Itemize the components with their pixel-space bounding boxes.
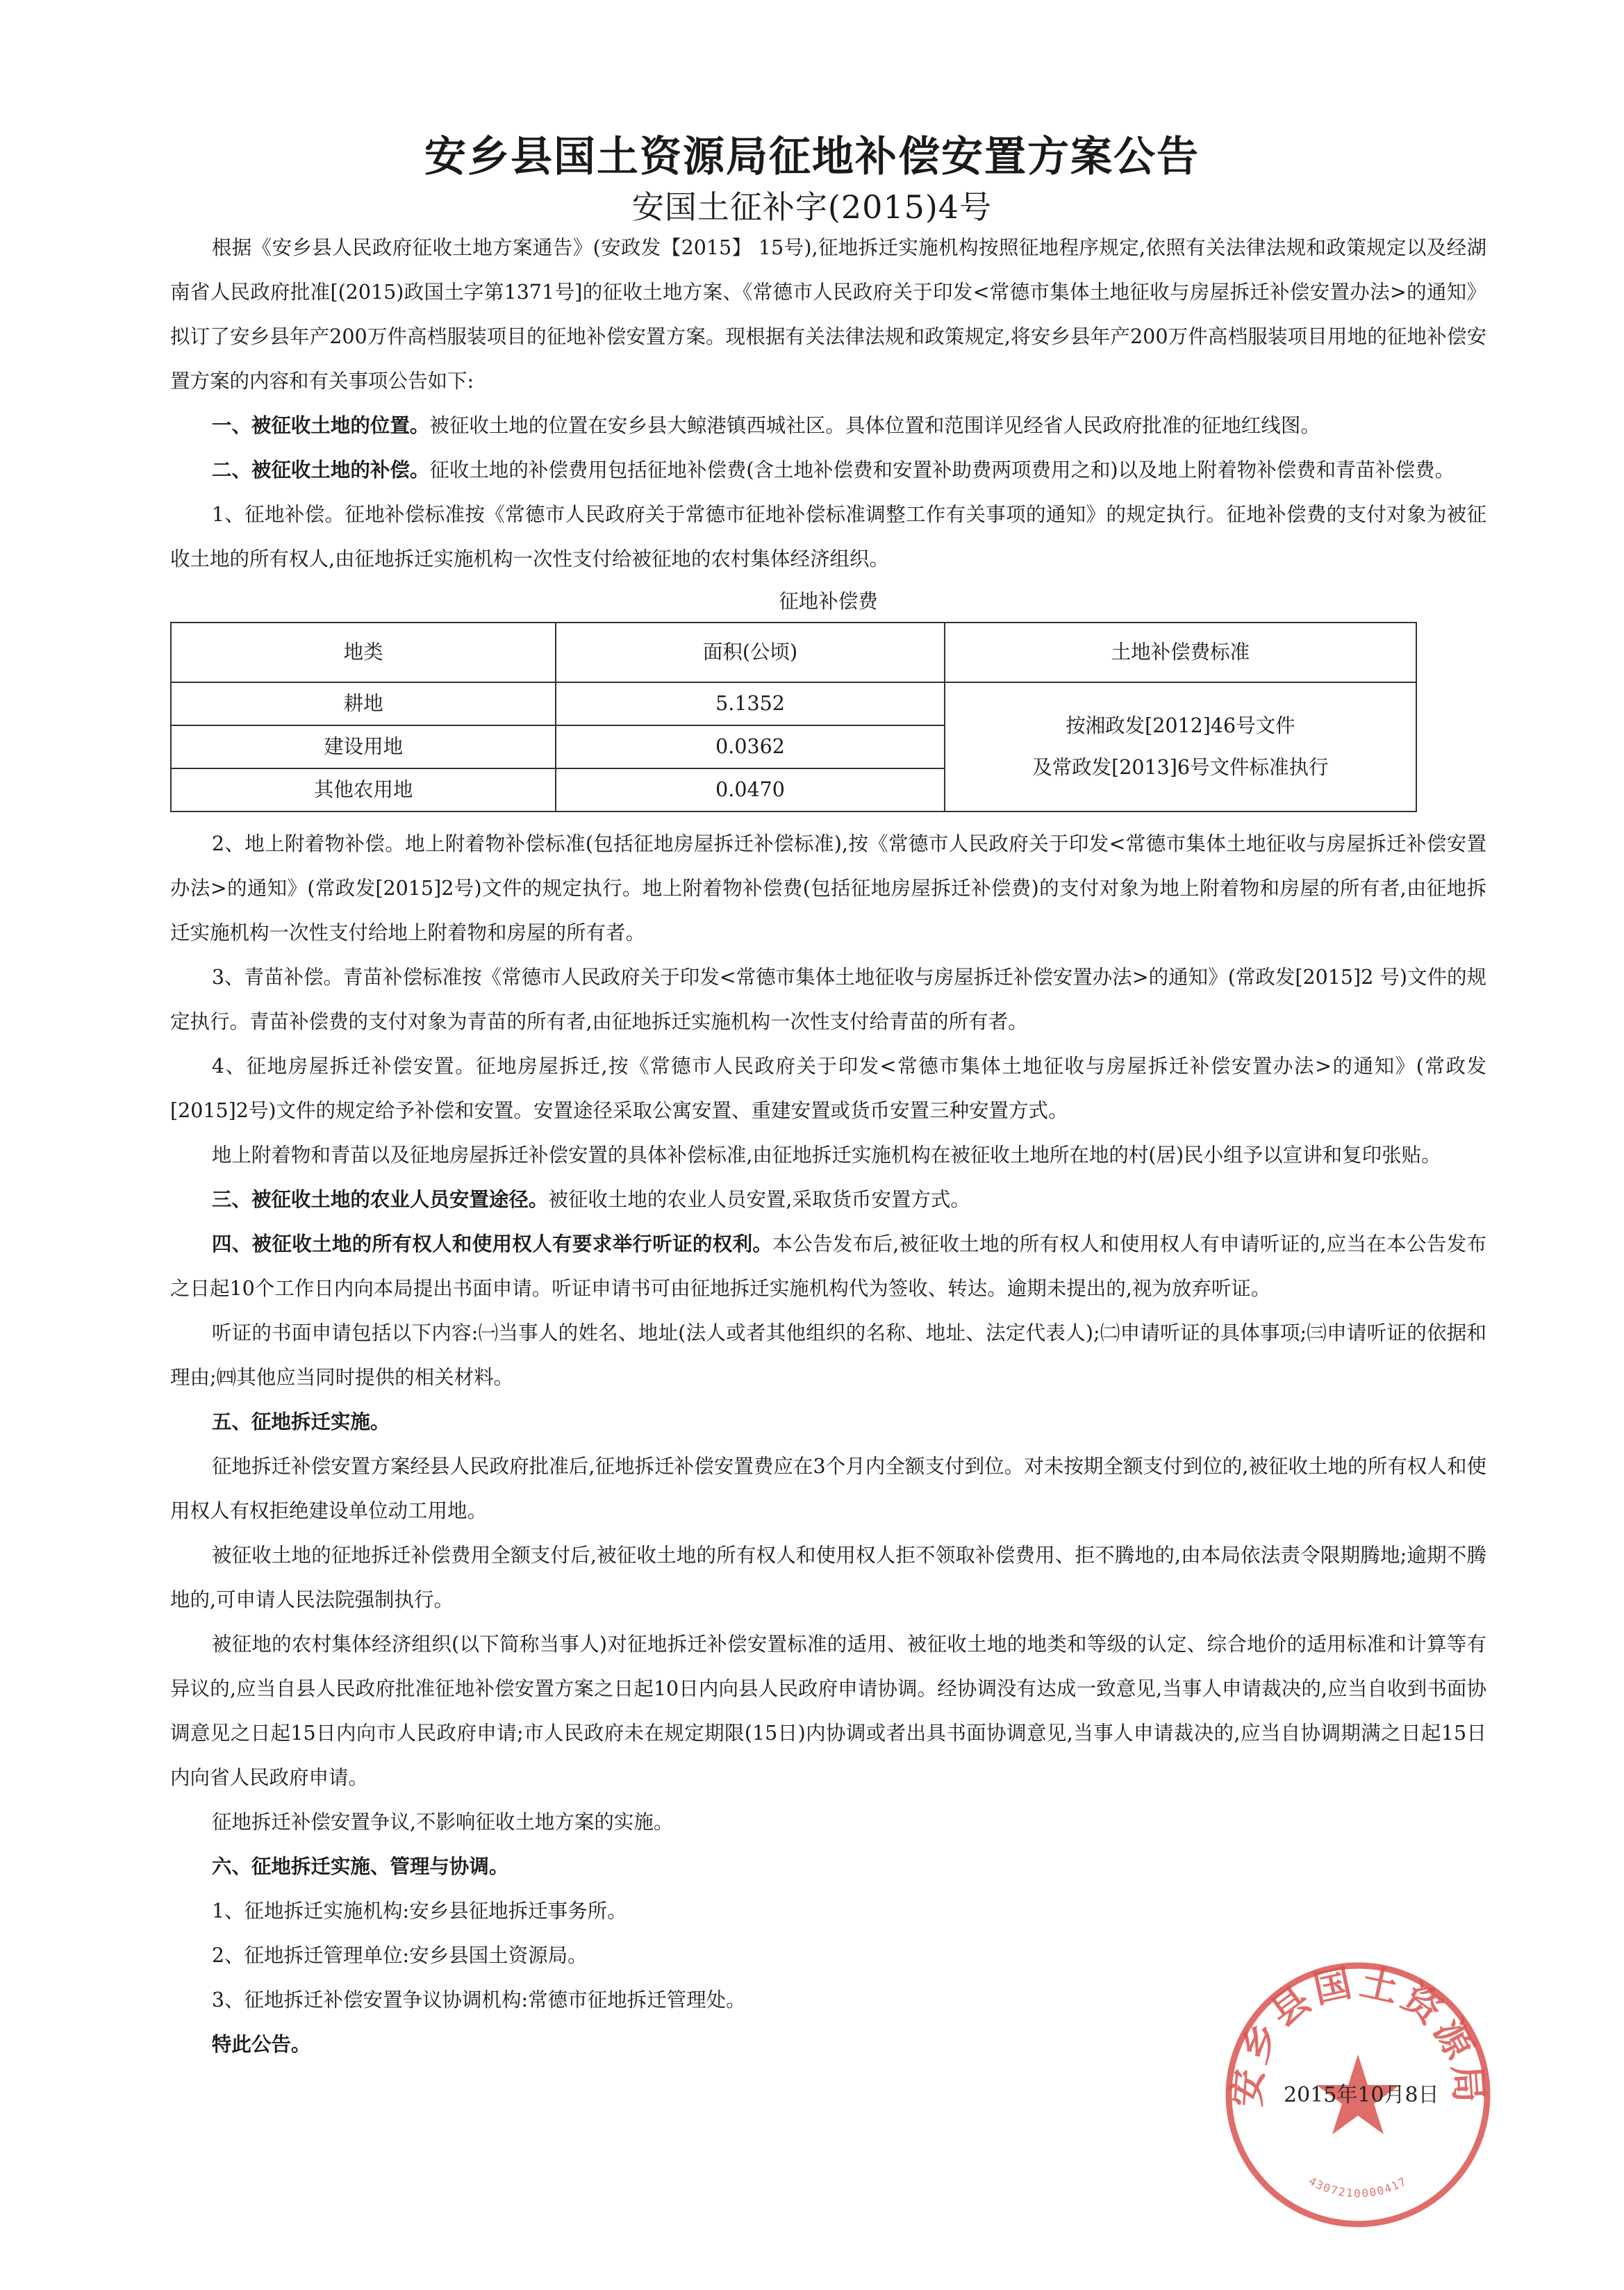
section-4-item-2: 听证的书面申请包括以下内容:㈠当事人的姓名、地址(法人或者其他组织的名称、地址、法定代表人);㈡申请听证的具体事项;㈢申请听证的依据和理由;㈣其他应当同时提供的相关材料。 [170, 1321, 1486, 1389]
cell-land-type: 其他农用地 [171, 768, 556, 812]
section-3 [170, 1178, 1486, 1222]
section-1-text: 被征收土地的位置在安乡县大鲸港镇西城社区。具体位置和范围详见经省人民政府批准的征地红线图。 [429, 414, 1320, 437]
section-3-heading: 三、被征收土地的农业人员安置途径。 [211, 1188, 549, 1211]
seal-text: 安乡县国土资源局 [1225, 1960, 1491, 2109]
standard-line-2: 及常政发[2013]6号文件标准执行 [1032, 756, 1329, 779]
section-5-item-4: 征地拆迁补偿安置争议,不影响征收土地方案的实施。 [211, 1811, 674, 1834]
section-6-item-1: 1、征地拆迁实施机构:安乡县征地拆迁事务所。 [211, 1900, 627, 1922]
cell-area: 0.0362 [556, 725, 944, 768]
section-5-item-3: 被征地的农村集体经济组织(以下简称当事人)对征地拆迁补偿安置标准的适用、被征收土地的地类和等级的认定、综合地价的适用标准和计算等有异议的,应当自县人民政府批准征地补偿安置方案之日起10日内向县人民政府申请协调。经协调没有达成一致意见,当事人申请裁决的,应当自收到书面协调意见之日起15日内向市人民政府申请;市人民政府未在规定期限(15日)内协调或者出具书面协调意见,当事人申请裁决的,应当自协调期满之日起15日内向省人民政府申请。 [170, 1633, 1486, 1789]
section-4 [170, 1222, 1486, 1311]
section-2 [170, 448, 1486, 493]
cell-land-type: 建设用地 [171, 725, 556, 768]
section-2-item-5: 地上附着物和青苗以及征地房屋拆迁补偿安置的具体补偿标准,由征地拆迁实施机构在被征收土地所在地的村(居)民小组予以宣讲和复印张贴。 [211, 1144, 1441, 1167]
section-5-item-1: 征地拆迁补偿安置方案经县人民政府批准后,征地拆迁补偿安置费应在3个月内全额支付到位。对未按期全额支付到位的,被征收土地的所有权人和使用权人有权拒绝建设单位动工用地。 [170, 1455, 1486, 1522]
section-6-heading: 六、征地拆迁实施、管理与协调。 [211, 1855, 509, 1878]
section-5-item-2: 被征收土地的征地拆迁补偿费用全额支付后,被征收土地的所有权人和使用权人拒不领取补偿费用、拒不腾地的,由本局依法责令限期腾地;逾期不腾地的,可申请人民法院强制执行。 [170, 1544, 1486, 1611]
table-caption: 征地补偿费 [779, 590, 878, 613]
section-1-heading: 一、被征收土地的位置。 [211, 414, 430, 437]
section-2-heading: 二、被征收土地的补偿。 [211, 459, 430, 481]
cell-standard [945, 682, 1416, 812]
closing-line: 特此公告。 [211, 2033, 311, 2056]
issue-date: 2015年10月8日 [1284, 2083, 1439, 2107]
document-number: 安国土征补字(2015)4号 [631, 188, 993, 226]
header-land-type: 地类 [171, 623, 556, 682]
table-row [171, 682, 1416, 725]
section-5-heading: 五、征地拆迁实施。 [211, 1410, 390, 1433]
cell-land-type: 耕地 [171, 682, 556, 725]
compensation-table [170, 622, 1417, 812]
cell-area: 0.0470 [556, 768, 944, 812]
standard-line-1: 按湘政发[2012]46号文件 [1066, 714, 1295, 737]
header-standard: 土地补偿费标准 [945, 623, 1416, 682]
section-2-item-4: 4、征地房屋拆迁补偿安置。征地房屋拆迁,按《常德市人民政府关于印发<常德市集体土地征收与房屋拆迁补偿安置办法>的通知》(常政发[2015]2号)文件的规定给予补偿和安置。安置途径采取公寓安置、重建安置或货币安置三种安置方式。 [170, 1055, 1486, 1122]
section-4-text: 本公告发布后,被征收土地的所有权人和使用权人有申请听证的,应当在本公告发布之日起10个工作日内向本局提出书面申请。听证申请书可由征地拆迁实施机构代为签收、转达。逾期未提出的,视为放弃听证。 [170, 1233, 1486, 1300]
section-2-item-1: 1、征地补偿。征地补偿标准按《常德市人民政府关于常德市征地补偿标准调整工作有关事项的通知》的规定执行。征地补偿费的支付对象为被征收土地的所有权人,由征地拆迁实施机构一次性支付给被征地的农村集体经济组织。 [170, 503, 1486, 570]
section-2-text: 征收土地的补偿费用包括征地补偿费(含土地补偿费和安置补助费两项费用之和)以及地上附着物补偿费和青苗补偿费。 [429, 459, 1455, 481]
notice-title: 安乡县国土资源局征地补偿安置方案公告 [424, 133, 1200, 181]
cell-area: 5.1352 [556, 682, 944, 725]
section-1 [170, 404, 1486, 448]
intro-paragraph: 根据《安乡县人民政府征收土地方案通告》(安政发【2015】 15号),征地拆迁实施机构按照征地程序规定,依照有关法律法规和政策规定以及经湖南省人民政府批准[(2015)政国土字第1371号]的征收土地方案、《常德市人民政府关于印发<常德市集体土地征收与房屋拆迁补偿安置办法>的通知》拟订了安乡县年产200万件高档服装项目的征地补偿安置方案。现根据有关法律法规和政策规定,将安乡县年产200万件高档服装项目用地的征地补偿安置方案的内容和有关事项公告如下: [170, 236, 1486, 393]
seal-code: 4307210000417 [1306, 2174, 1410, 2200]
section-4-heading: 四、被征收土地的所有权人和使用权人有要求举行听证的权利。 [211, 1233, 773, 1255]
section-2-item-2: 2、地上附着物补偿。地上附着物补偿标准(包括征地房屋拆迁补偿标准),按《常德市人民政府关于印发<常德市集体土地征收与房屋拆迁补偿安置办法>的通知》(常政发[2015]2号)文件的规定执行。地上附着物补偿费(包括征地房屋拆迁补偿费)的支付对象为地上附着物和房屋的所有者,由征地拆迁实施机构一次性支付给地上附着物和房屋的所有者。 [170, 832, 1486, 944]
notice-body [170, 226, 1486, 2067]
section-3-text: 被征收土地的农业人员安置,采取货币安置方式。 [548, 1188, 970, 1211]
svg-text:4307210000417 [1307, 2174, 1409, 2200]
header-area: 面积(公顷) [556, 623, 944, 682]
section-6-item-2: 2、征地拆迁管理单位:安乡县国土资源局。 [211, 1944, 588, 1967]
table-header-row [171, 623, 1416, 682]
section-2-item-3: 3、青苗补偿。青苗补偿标准按《常德市人民政府关于印发<常德市集体土地征收与房屋拆迁补偿安置办法>的通知》(常政发[2015]2 号)文件的规定执行。青苗补偿费的支付对象为青苗的所有者,由征地拆迁实施机构一次性支付给青苗的所有者。 [170, 966, 1486, 1033]
section-6-item-3: 3、征地拆迁补偿安置争议协调机构:常德市征地拆迁管理处。 [211, 1988, 746, 2011]
